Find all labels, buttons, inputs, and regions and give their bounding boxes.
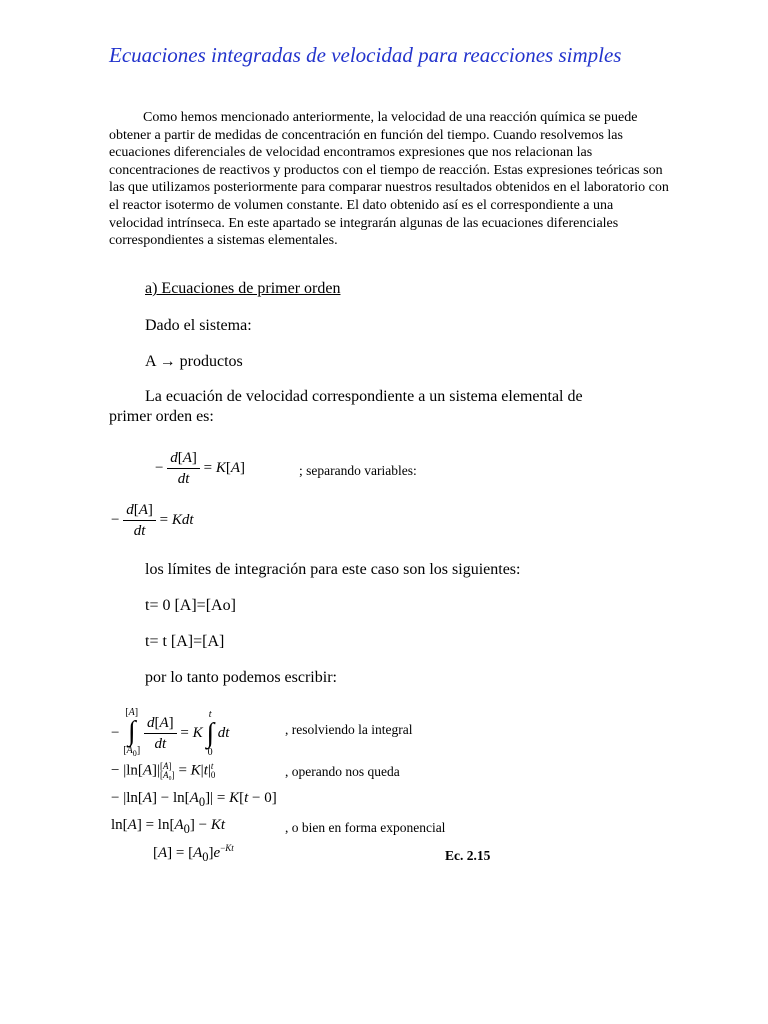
page-title: Ecuaciones integradas de velocidad para reacciones simples [109, 43, 622, 67]
note-separando: ; separando variables: [299, 463, 417, 478]
text-ecuacion-line2: primer orden es: [109, 408, 214, 425]
note-resolviendo: , resolviendo la integral [285, 722, 413, 737]
equation-evaluated: − |ln[A]| [A] [A₀] = K|t| t 0 [111, 761, 216, 780]
equation-expanded: − $|\ln[A] - \ln[A_0]| = K[t - 0]$ [111, 790, 277, 809]
equation-reference: Ec. 2.15 [445, 848, 491, 863]
text-dado-sistema: Dado el sistema: [145, 317, 252, 334]
note-operando: , operando nos queda [285, 764, 400, 779]
text-por-tanto: por lo tanto podemos escribir: [145, 669, 337, 686]
intro-paragraph: Como hemos mencionado anteriormente, la velocidad de una reacción química se puede obtener a partir de medidas de concentración en función del tiempo. Cuando resolvemos las ecuaciones diferenciales de velocidad encontramos expresiones que nos relacionan las concentraciones de reactivos y productos con el tiempo de reacción. Estas expresiones teóricas son las que utilizamos posteriormente para comparar nuestros resultados obtenidos en el laboratorio con el reactor isotermo de volumen constante. El dato obtenido así es el correspondiente a una velocidad intrínseca. En este apartado se integrarán algunas de las ecuaciones diferenciales correspondientes a sistemas elementales. [109, 110, 669, 249]
equation-rate-law: − $\frac{d[A]}{dt}$ = K[A] [155, 450, 246, 487]
equation-separated: − $\frac{d[A]}{dt}$ = Kdt [111, 502, 194, 539]
equation-linear: $\ln[A] = \ln[A_0] - Kt$ [111, 817, 226, 836]
limit-final: t= t [A]=[A] [145, 633, 225, 650]
note-exponencial: , o bien en forma exponencial [285, 820, 446, 835]
section-heading-first-order: a) Ecuaciones de primer orden [145, 280, 341, 297]
text-ecuacion-line1: La ecuación de velocidad correspondiente a un sistema elemental de [145, 388, 583, 405]
limit-initial: t= 0 [A]=[Ao] [145, 597, 236, 614]
equation-integral: − [A] ∫ $[A_0]$ $\frac{d[A]}{dt}$ = K t ∫ 0 dt [111, 707, 230, 758]
equation-exponential: $[A] = [A_0]e^{-Kt}$ [153, 843, 234, 864]
text-limites: los límites de integración para este caso son los siguientes: [145, 561, 521, 578]
reaction-equation: A → productos [145, 353, 243, 370]
